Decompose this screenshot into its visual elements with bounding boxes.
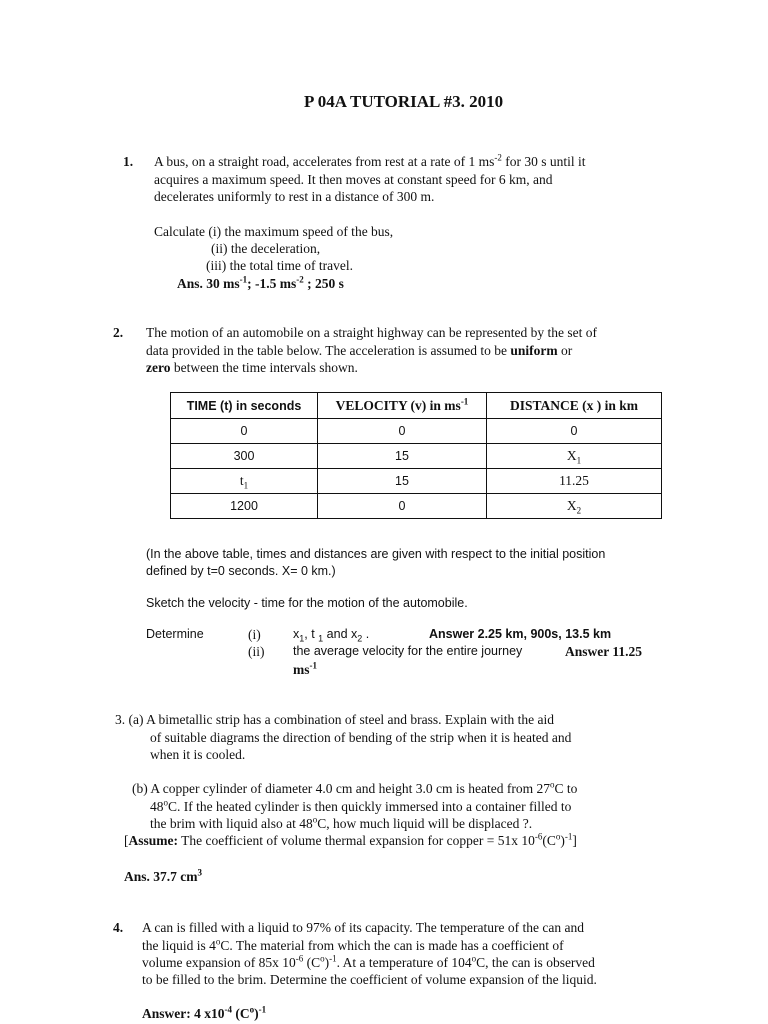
table-header-time: TIME (t) in seconds [171,393,318,419]
q3-b-line-1: (b) A copper cylinder of diameter 4.0 cm and height 3.0 cm is heated from 27$^o$C to [132,779,578,796]
q3-assumption: [Assume: The coefficient of volume thermal expansion for copper = 51x $10^{-6}(C^o)^{-1}$] [124,831,577,848]
table-cell: 0 [318,419,487,444]
motion-data-table [170,392,662,519]
table-cell: 0 [318,494,487,519]
q2-number: 2. [113,325,124,340]
q1-calc-1: Calculate (i) the maximum speed of the bus, [154,224,394,239]
table-cell: 11.25 [487,469,662,494]
table-header-row [171,393,662,419]
q2-part-ii-answer: Answer 11.25 [565,644,643,659]
table-cell: 0 [487,419,662,444]
table-row [171,469,662,494]
q3-b-line-2: 48$^o$C. If the heated cylinder is then quickly immersed into a container filled to [150,797,572,814]
q4-line-2: the liquid is 4$^o$C. The material from which the can is made has a coefficient of [142,936,564,953]
q2-note-2: defined by t=0 seconds. X= 0 km.) [146,564,336,578]
q2-line-2: data provided in the table below. The acceleration is assumed to be uniform or [146,343,573,358]
q3-b-line-3: the brim with liquid also at 48$^o$C, how much liquid will be displaced ?. [150,814,533,831]
q2-part-ii-answer-unit: $ms^{-1}$ [293,660,317,677]
table-row [171,494,662,519]
table-cell: $X_1$ [487,444,662,469]
table-cell: 15 [318,444,487,469]
table-cell: 300 [171,444,318,469]
q2-part-i-label: (i) [248,627,261,642]
table-row [171,419,662,444]
q3-a-line-2: of suitable diagrams the direction of bending of the strip when it is heated and [150,730,572,745]
q2-part-i-text: $x_1$, t $_1$ and $x_2$ . [293,627,370,644]
q3-answer: Ans. 37.7 $cm^3$ [124,867,202,884]
table-cell: $X_2$ [487,494,662,519]
q2-line-1: The motion of an automobile on a straight highway can be represented by the set of [146,325,597,340]
q1-answer: Ans. 30 $ms^{-1}$; -1.5 $ms^{-2}$ ; 250 s [177,274,344,291]
q1-line-1: A bus, on a straight road, accelerates from rest at a rate of 1 $ms^{-2}$ for 30 s until it [154,152,586,169]
q2-part-ii-label: (ii) [248,644,265,659]
table-cell: $t_1$ [171,469,318,494]
q1-number: 1. [123,154,134,169]
q4-number: 4. [113,920,124,935]
page-title: P 04A TUTORIAL #3. 2010 [304,92,504,111]
q2-sketch: Sketch the velocity - time for the motion of the automobile. [146,596,468,610]
q4-line-4: to be filled to the brim. Determine the coefficient of volume expansion of the liquid. [142,972,597,987]
q4-line-1: A can is filled with a liquid to 97% of its capacity. The temperature of the can and [142,920,584,935]
table-cell: 1200 [171,494,318,519]
table-row [171,444,662,469]
q2-determine: Determine [146,627,204,641]
q3-a-line-3: when it is cooled. [150,747,246,762]
table-header-velocity: VELOCITY (v) in $ms^{-1}$ [318,393,487,419]
q2-line-3: zero between the time intervals shown. [146,360,358,375]
q3-a-line-1: 3. (a) A bimetallic strip has a combination of steel and brass. Explain with the aid [115,712,555,727]
q1-calc-2: (ii) the deceleration, [211,241,321,256]
q2-note-1: (In the above table, times and distances are given with respect to the initial position [146,547,606,561]
q2-part-i-answer: Answer 2.25 km, 900s, 13.5 km [429,627,612,641]
q4-line-3: volume expansion of 85x $10^{-6}$ $(C^o)^{-1}$. At a temperature of 104$^o$C, the can is observed [142,953,595,970]
q4-answer: Answer: 4 $x10^{-4}$ $(C^o)^{-1}$ [142,1004,267,1021]
table-cell: 0 [171,419,318,444]
q1-line-2: acquires a maximum speed. It then moves at constant speed for 6 km, and [154,172,553,187]
table-cell: 15 [318,469,487,494]
table-header-distance: DISTANCE (x ) in km [487,393,662,419]
q1-calc-3: (iii) the total time of travel. [206,258,353,273]
q1-line-3: decelerates uniformly to rest in a distance of 300 m. [154,189,435,204]
q2-part-ii-text: the average velocity for the entire journey [293,644,523,658]
